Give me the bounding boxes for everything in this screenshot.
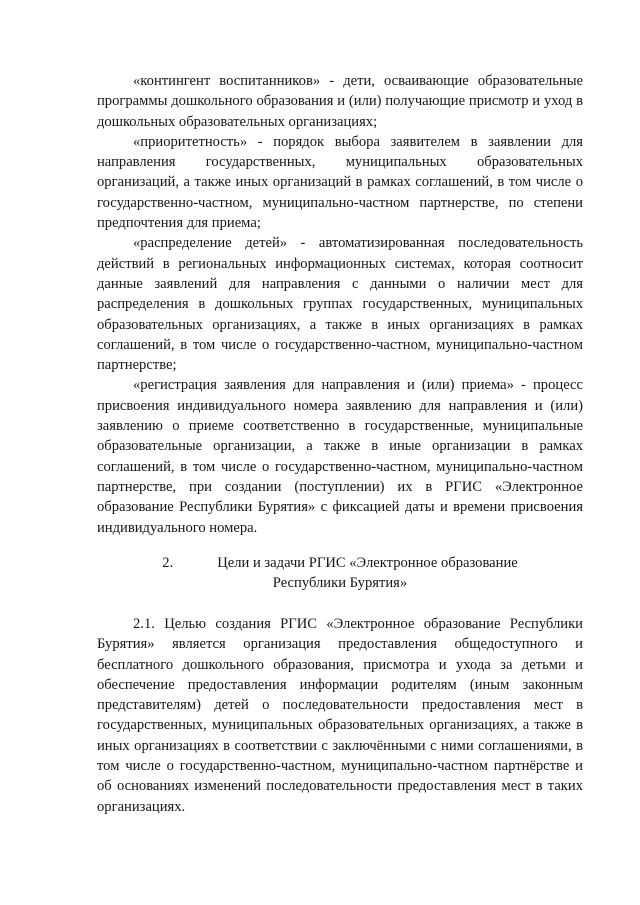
section-title-line2: Республики Бурятия» (272, 575, 408, 592)
section-title-line1: Цели и задачи РГИС «Электронное образование (217, 555, 518, 571)
paragraph-block (97, 614, 583, 817)
section-number: 2. (162, 555, 174, 571)
definition-contingent: «контингент воспитанников» - дети, осваивающие образовательные программы дошкольного образования и (или) получающие присмотр и уход в дошкольных образовательных организациях; (97, 73, 583, 130)
definition-distribution: «распределение детей» - автоматизированная последовательность действий в региональных информационных системах, которая соотносит данные заявлений для направления с данными о наличии мест для распределения в дошкольных группах государственных, муниципальных образовательных организациях, а также в иных организациях в рамках соглашений, в том числе о государственно-частном, муниципально-частном партнерстве; (97, 235, 583, 374)
paragraph-2-1: 2.1. Целью создания РГИС «Электронное образование Республики Бурятия» является организация предоставления общедоступного и бесплатного дошкольного образования, присмотра и ухода за детьми и обеспечение предоставления информации родителям (иным законным представителям) детей о последовательности предоставления мест в государственных, муниципальных образовательных организациях, а также в иных организациях в соответствии с заключёнными с ними соглашениями, в том числе о государственно-частном, муниципально-частном партнёрстве и об основаниях изменений последовательности предоставления мест в таких организациях. (97, 616, 583, 815)
definitions-block (97, 71, 583, 538)
definition-registration: «регистрация заявления для направления и (или) приема» - процесс присвоения индивидуального номера заявлению для направления и (или) заявлению о приеме соответственно в государственные, муниципальные образовательные организации, а также в иные организации в рамках соглашений, в том числе о государственно-частном, муниципально-частном партнерстве, при создании (поступлении) их в РГИС «Электронное образование Республики Бурятия» с фиксацией даты и времени присвоения индивидуального номера. (97, 377, 583, 536)
section-heading-line1 (97, 553, 583, 573)
section-heading (97, 553, 583, 594)
definition-priority: «приоритетность» - порядок выбора заявителем в заявлении для направления государственных, муниципальных образовательных организаций, а также иных организаций в рамках соглашений, в том числе о государственно-частном, муниципально-частном партнерстве, по степени предпочтения для приема; (97, 133, 583, 232)
